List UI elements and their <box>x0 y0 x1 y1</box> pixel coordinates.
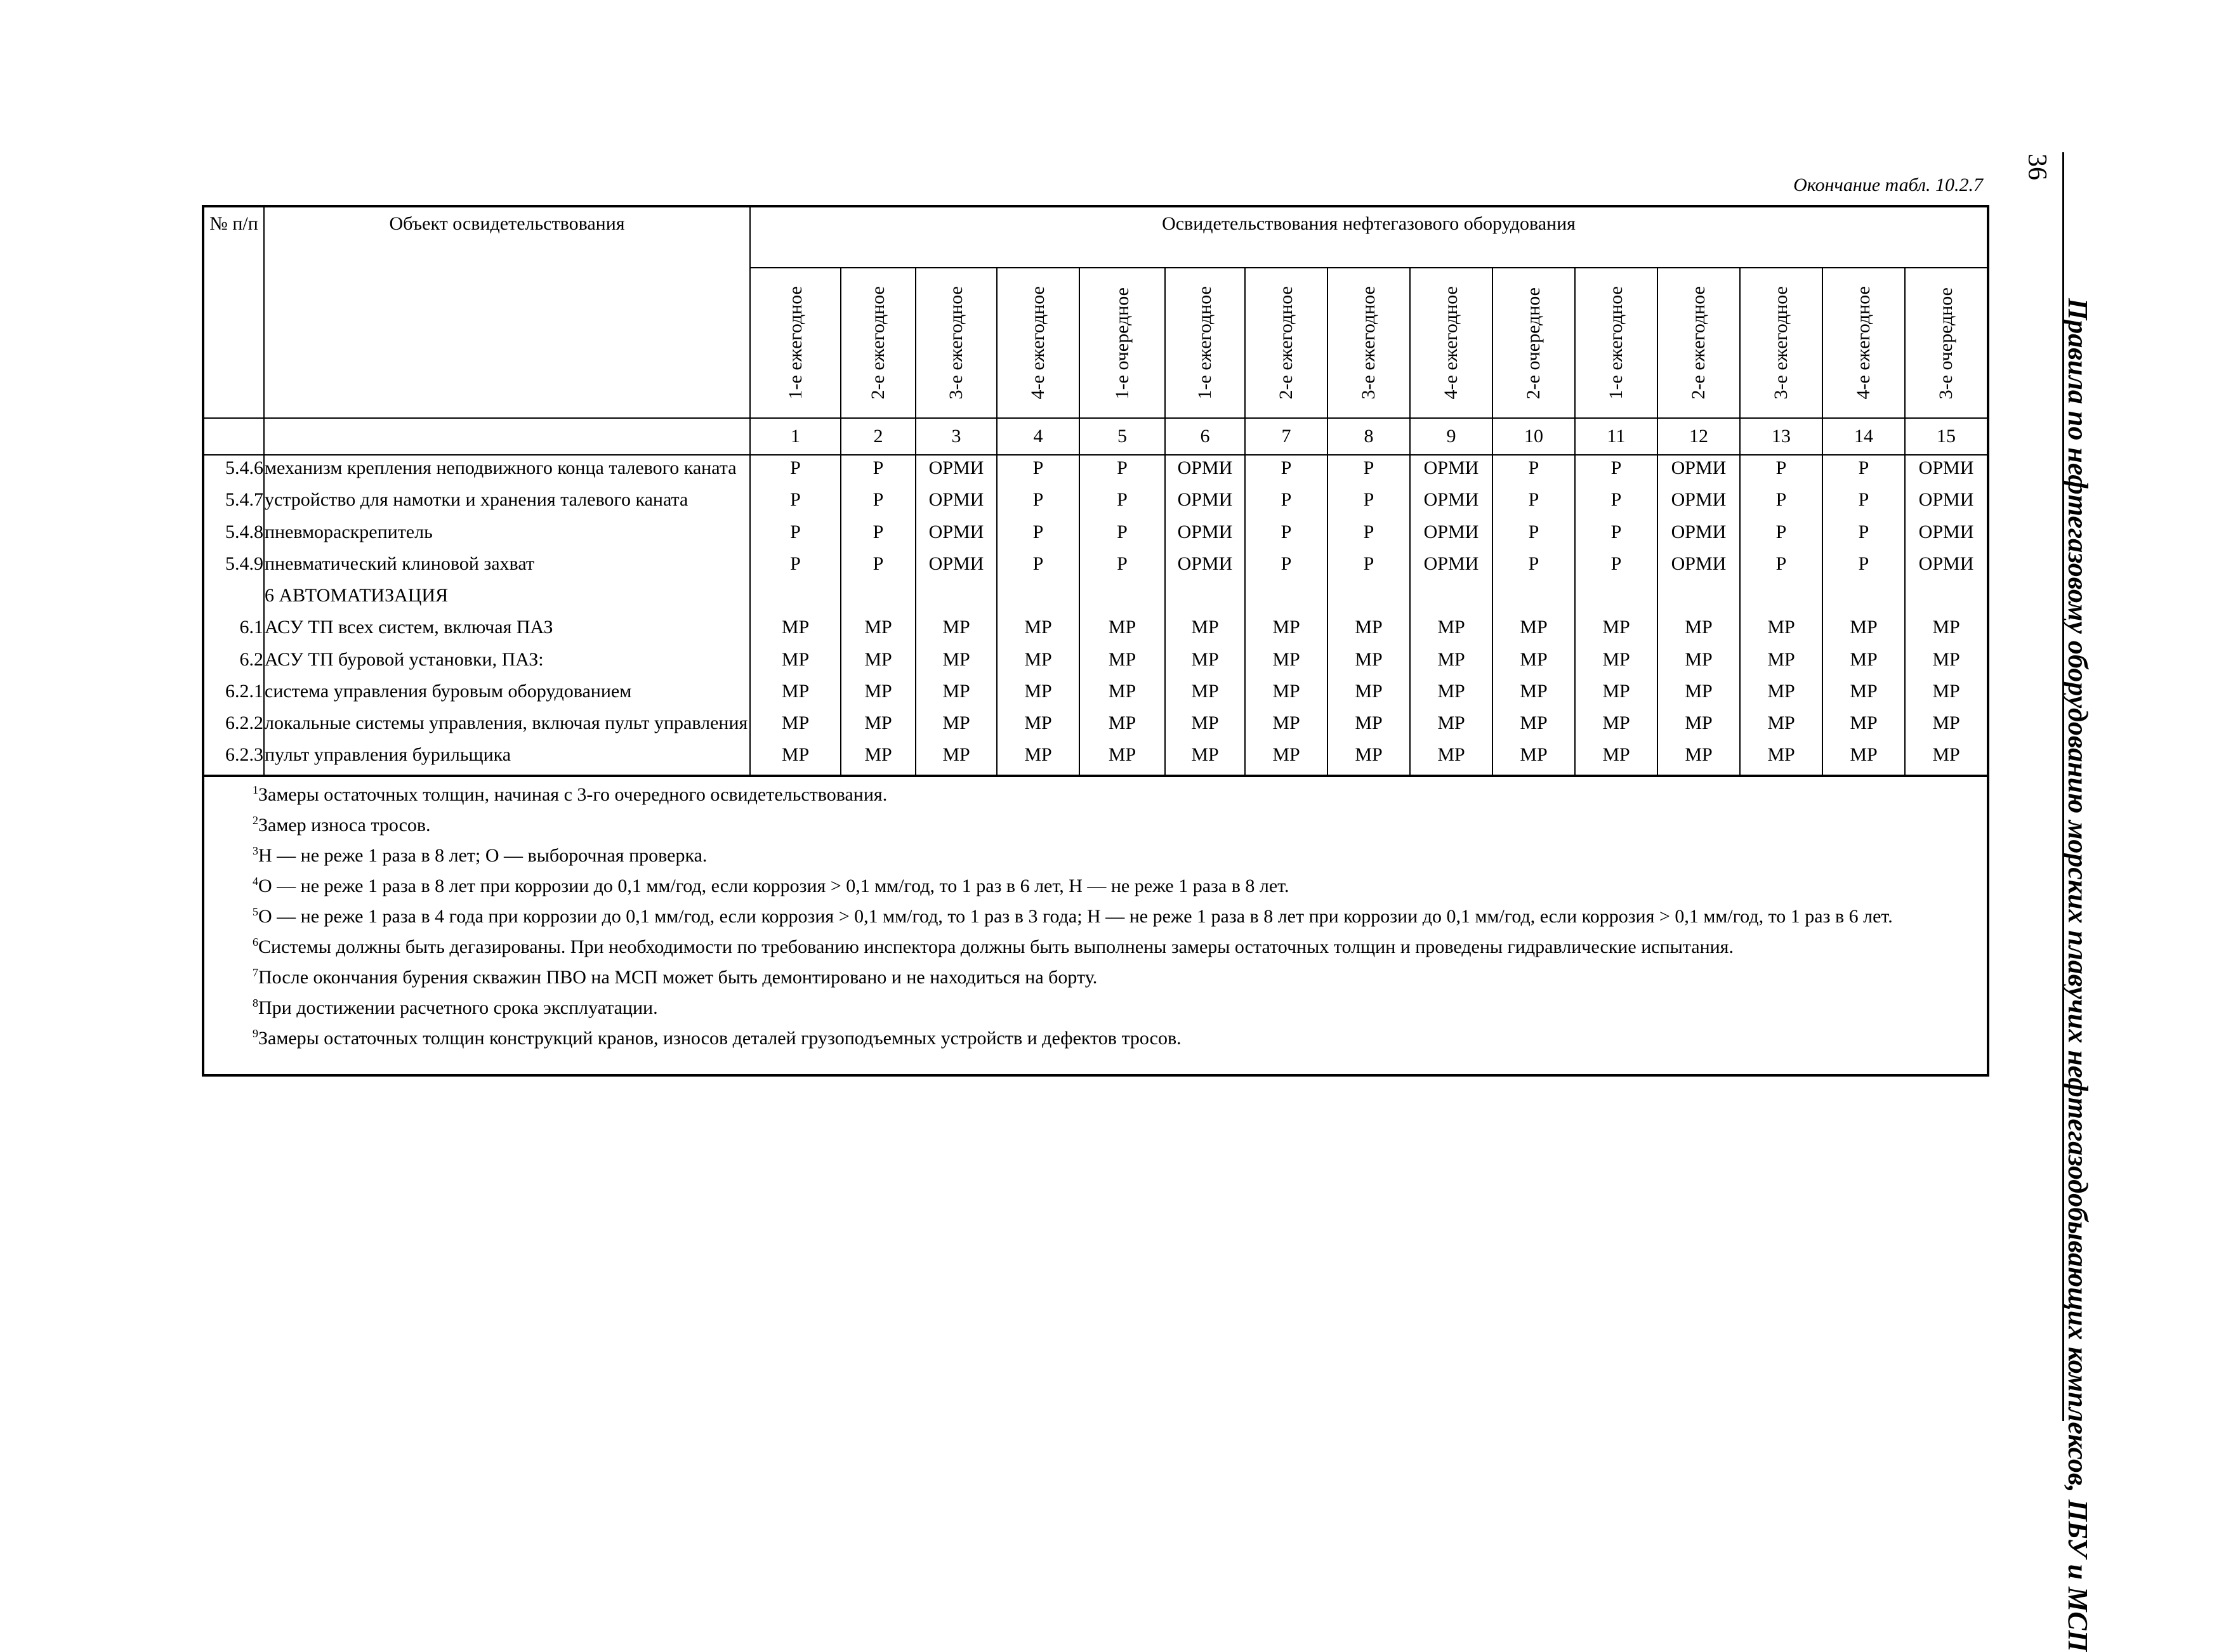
row-number: 6.2.2 <box>203 711 264 742</box>
footnote-mark: 4 <box>253 875 258 888</box>
cell-value <box>1657 583 1740 615</box>
footnote <box>204 899 1987 929</box>
cell-value: Р <box>997 487 1079 519</box>
cell-value: МР <box>1822 615 1905 646</box>
cell-value: Р <box>1079 520 1165 551</box>
cell-value: ОРМИ <box>1410 551 1492 583</box>
cell-value: МР <box>1410 647 1492 679</box>
footnote <box>204 869 1987 899</box>
column-number: 4 <box>997 418 1079 455</box>
cell-value: МР <box>841 742 916 776</box>
cell-value: Р <box>1245 520 1327 551</box>
cell-value: МР <box>1905 615 1988 646</box>
cell-value: Р <box>1245 551 1327 583</box>
cell-value: Р <box>1492 520 1575 551</box>
header-no: № п/п <box>203 206 264 418</box>
footnote <box>204 1021 1987 1051</box>
footnotes <box>203 776 1988 1075</box>
cell-value: МР <box>1079 647 1165 679</box>
cell-value: Р <box>1575 487 1657 519</box>
cell-value: ОРМИ <box>1905 551 1988 583</box>
cell-value: МР <box>1905 679 1988 711</box>
inspection-table <box>202 205 1989 1077</box>
cell-value: МР <box>1079 742 1165 776</box>
cell-value: Р <box>1740 487 1822 519</box>
footnote-mark: 8 <box>253 997 258 1009</box>
cell-value: Р <box>750 551 841 583</box>
cell-value: Р <box>1492 487 1575 519</box>
cell-value: ОРМИ <box>1410 487 1492 519</box>
cell-value <box>1245 583 1327 615</box>
inspection-type-label: 2-е ежегодное <box>867 285 888 399</box>
table-caption: Окончание табл. 10.2.7 <box>1793 174 1983 195</box>
cell-value: ОРМИ <box>1657 551 1740 583</box>
cell-value: Р <box>1822 487 1905 519</box>
inspection-type-label: 2-е ежегодное <box>1275 285 1296 399</box>
cell-value: МР <box>1492 742 1575 776</box>
cell-value: МР <box>1575 679 1657 711</box>
footnote-text: О — не реже 1 раза в 8 лет при коррозии до 0,1 мм/год, если коррозия > 0,1 мм/год, то 1 раз в 6 лет, Н — не реже 1 раза в 8 лет. <box>258 875 1289 896</box>
cell-value: ОРМИ <box>1657 520 1740 551</box>
cell-value: Р <box>1740 455 1822 487</box>
column-number: 5 <box>1079 418 1165 455</box>
column-number: 1 <box>750 418 841 455</box>
inspection-type-label: 3-е очередное <box>1935 287 1957 399</box>
cell-value: МР <box>1410 711 1492 742</box>
cell-value: МР <box>1165 615 1245 646</box>
table-row <box>203 487 1988 519</box>
cell-value: МР <box>841 711 916 742</box>
cell-value: МР <box>1165 742 1245 776</box>
inspection-type-label: 1-е ежегодное <box>784 285 806 399</box>
cell-value: МР <box>1245 615 1327 646</box>
cell-value: МР <box>1822 679 1905 711</box>
footnote-text: Замер износа тросов. <box>258 815 431 836</box>
cell-value: МР <box>1410 679 1492 711</box>
inspection-type-header <box>916 268 997 418</box>
cell-value: МР <box>1657 679 1740 711</box>
inspection-type-header <box>1905 268 1988 418</box>
cell-value: МР <box>1327 647 1410 679</box>
cell-value <box>1575 583 1657 615</box>
cell-value: МР <box>1079 711 1165 742</box>
cell-value <box>1410 583 1492 615</box>
column-number: 14 <box>1822 418 1905 455</box>
footnotes-row <box>203 776 1988 1075</box>
column-number: 3 <box>916 418 997 455</box>
cell-value: МР <box>916 711 997 742</box>
cell-value <box>750 583 841 615</box>
inspection-type-label: 3-е ежегодное <box>1358 285 1379 399</box>
section-row <box>203 583 1988 615</box>
cell-value: Р <box>1575 551 1657 583</box>
cell-value: МР <box>916 615 997 646</box>
inspection-type-label: 3-е ежегодное <box>945 285 966 399</box>
cell-value: МР <box>1575 647 1657 679</box>
cell-value: ОРМИ <box>1165 520 1245 551</box>
cell-value: МР <box>1575 615 1657 646</box>
cell-value: Р <box>1327 520 1410 551</box>
table-row <box>203 742 1988 776</box>
table-row <box>203 520 1988 551</box>
inspection-type-header <box>1492 268 1575 418</box>
header-inspections: Освидетельствования нефтегазового оборудования <box>750 206 1988 268</box>
inspection-type-label: 4-е ежегодное <box>1853 285 1874 399</box>
cell-value: Р <box>750 455 841 487</box>
inspection-type-label: 2-е ежегодное <box>1688 285 1709 399</box>
cell-value <box>1822 583 1905 615</box>
footnote-mark: 2 <box>253 814 258 827</box>
cell-value: Р <box>1740 520 1822 551</box>
column-number: 10 <box>1492 418 1575 455</box>
cell-value: МР <box>1657 711 1740 742</box>
cell-value: ОРМИ <box>1657 487 1740 519</box>
cell-value: МР <box>750 742 841 776</box>
inspection-type-header <box>1165 268 1245 418</box>
footnote-text: Системы должны быть дегазированы. При необходимости по требованию инспектора должны быть выполнены замеры остаточных толщин и проведены гидравлические испытания. <box>258 936 1734 957</box>
footnote-mark: 5 <box>253 905 258 918</box>
cell-value: ОРМИ <box>916 455 997 487</box>
cell-value: МР <box>1410 742 1492 776</box>
cell-value: Р <box>841 520 916 551</box>
cell-value: Р <box>841 551 916 583</box>
cell-value: МР <box>997 742 1079 776</box>
column-number: 12 <box>1657 418 1740 455</box>
inspection-type-label: 4-е ежегодное <box>1440 285 1461 399</box>
cell-value <box>1165 583 1245 615</box>
table-row <box>203 679 1988 711</box>
row-object: АСУ ТП всех систем, включая ПАЗ <box>264 615 750 646</box>
footnote <box>204 929 1987 960</box>
header-object: Объект освидетельствования <box>264 206 750 418</box>
footnote-mark: 1 <box>253 783 258 796</box>
table-row <box>203 551 1988 583</box>
row-object: пневматический клиновой захват <box>264 551 750 583</box>
cell-value: МР <box>1492 615 1575 646</box>
row-number: 6.2.3 <box>203 742 264 776</box>
cell-value: МР <box>1657 615 1740 646</box>
cell-value: ОРМИ <box>1165 455 1245 487</box>
cell-value: МР <box>1575 742 1657 776</box>
cell-value: Р <box>1245 455 1327 487</box>
blank-cell <box>203 418 264 455</box>
cell-value: МР <box>750 647 841 679</box>
row-number <box>203 583 264 615</box>
cell-value: Р <box>1740 551 1822 583</box>
cell-value: ОРМИ <box>1165 487 1245 519</box>
cell-value: Р <box>841 455 916 487</box>
cell-value: Р <box>750 487 841 519</box>
footnote <box>204 777 1987 808</box>
footnote-text: О — не реже 1 раза в 4 года при коррозии до 0,1 мм/год, если коррозия > 0,1 мм/год, то 1 раз в 3 года; Н — не реже 1 раза в 8 лет при коррозии до 0,1 мм/год, если коррозия > 0,1 мм/год, то 1 раз в 6 лет. <box>258 906 1893 927</box>
cell-value: Р <box>1079 455 1165 487</box>
inspection-type-header <box>1410 268 1492 418</box>
row-object: АСУ ТП буровой установки, ПАЗ: <box>264 647 750 679</box>
cell-value: Р <box>1822 455 1905 487</box>
row-number: 5.4.7 <box>203 487 264 519</box>
page-number: 36 <box>2022 154 2051 180</box>
column-number: 13 <box>1740 418 1822 455</box>
cell-value: МР <box>1245 742 1327 776</box>
cell-value: МР <box>1740 615 1822 646</box>
column-number: 8 <box>1327 418 1410 455</box>
column-numbers-row <box>203 418 1988 455</box>
inspection-type-label: 1-е ежегодное <box>1605 285 1626 399</box>
inspection-type-header <box>1822 268 1905 418</box>
cell-value: МР <box>1165 647 1245 679</box>
cell-value: МР <box>1492 647 1575 679</box>
cell-value: Р <box>1492 455 1575 487</box>
inspection-type-header <box>841 268 916 418</box>
cell-value: Р <box>1327 551 1410 583</box>
cell-value: МР <box>841 679 916 711</box>
cell-value: Р <box>750 520 841 551</box>
row-number: 5.4.9 <box>203 551 264 583</box>
cell-value: МР <box>750 679 841 711</box>
footnote <box>204 960 1987 990</box>
cell-value <box>1905 583 1988 615</box>
row-object: пульт управления бурильщика <box>264 742 750 776</box>
row-object: локальные системы управления, включая пульт управления <box>264 711 750 742</box>
cell-value: МР <box>1245 647 1327 679</box>
column-number: 11 <box>1575 418 1657 455</box>
row-object: механизм крепления неподвижного конца талевого каната <box>264 455 750 487</box>
footnote-mark: 7 <box>253 966 258 979</box>
footnote-mark: 6 <box>253 936 258 948</box>
footnote-text: После окончания бурения скважин ПВО на МСП может быть демонтировано и не находиться на борту. <box>258 967 1098 988</box>
cell-value <box>997 583 1079 615</box>
blank-cell <box>264 418 750 455</box>
cell-value: Р <box>1079 487 1165 519</box>
cell-value: ОРМИ <box>1905 487 1988 519</box>
cell-value: МР <box>997 711 1079 742</box>
footnote-text: Замеры остаточных толщин, начиная с 3-го очередного освидетельствования. <box>258 784 888 805</box>
cell-value: ОРМИ <box>1905 520 1988 551</box>
cell-value <box>1079 583 1165 615</box>
inspection-type-label: 3-е ежегодное <box>1770 285 1791 399</box>
cell-value: ОРМИ <box>1410 455 1492 487</box>
cell-value: МР <box>1079 679 1165 711</box>
cell-value: Р <box>1079 551 1165 583</box>
row-object: пневмораскрепитель <box>264 520 750 551</box>
inspection-type-header <box>1657 268 1740 418</box>
row-number: 6.1 <box>203 615 264 646</box>
cell-value: МР <box>997 679 1079 711</box>
cell-value: МР <box>1165 679 1245 711</box>
cell-value: МР <box>1245 679 1327 711</box>
cell-value: ОРМИ <box>916 520 997 551</box>
cell-value: МР <box>1740 679 1822 711</box>
cell-value: Р <box>1822 520 1905 551</box>
row-object: система управления буровым оборудованием <box>264 679 750 711</box>
cell-value: МР <box>1165 711 1245 742</box>
column-number: 15 <box>1905 418 1988 455</box>
cell-value: МР <box>841 647 916 679</box>
inspection-type-label: 1-е ежегодное <box>1194 285 1215 399</box>
inspection-type-header <box>1740 268 1822 418</box>
cell-value: МР <box>1740 647 1822 679</box>
table-row <box>203 647 1988 679</box>
cell-value: МР <box>1079 615 1165 646</box>
footnote <box>204 838 1987 869</box>
inspection-type-header <box>1245 268 1327 418</box>
cell-value: Р <box>1492 551 1575 583</box>
inspection-type-label: 1-е очередное <box>1111 287 1133 399</box>
cell-value: Р <box>1327 487 1410 519</box>
running-title: Правила по нефтегазовому оборудованию морских плавучих нефтегазодобывающих комплексов, ПБУ и МСП <box>2062 298 2093 1652</box>
column-number: 6 <box>1165 418 1245 455</box>
cell-value: ОРМИ <box>1657 455 1740 487</box>
cell-value: МР <box>997 647 1079 679</box>
inspection-type-label: 4-е ежегодное <box>1027 285 1048 399</box>
cell-value: МР <box>1657 742 1740 776</box>
cell-value: Р <box>997 551 1079 583</box>
footnote-text: Замеры остаточных толщин конструкций кранов, износов деталей грузоподъемных устройств и дефектов тросов. <box>258 1028 1182 1049</box>
row-number: 5.4.8 <box>203 520 264 551</box>
cell-value: МР <box>1492 711 1575 742</box>
cell-value <box>1492 583 1575 615</box>
cell-value <box>841 583 916 615</box>
cell-value: Р <box>1245 487 1327 519</box>
cell-value: МР <box>1327 711 1410 742</box>
row-number: 5.4.6 <box>203 455 264 487</box>
cell-value: Р <box>1822 551 1905 583</box>
cell-value: МР <box>1822 647 1905 679</box>
cell-value: МР <box>1657 647 1740 679</box>
cell-value: ОРМИ <box>916 551 997 583</box>
footnote-mark: 9 <box>253 1027 258 1040</box>
cell-value: МР <box>1740 711 1822 742</box>
cell-value: МР <box>1905 647 1988 679</box>
cell-value: ОРМИ <box>1165 551 1245 583</box>
cell-value: ОРМИ <box>1905 455 1988 487</box>
footnote <box>204 990 1987 1021</box>
inspection-type-header <box>1327 268 1410 418</box>
cell-value: ОРМИ <box>1410 520 1492 551</box>
section-title: 6 АВТОМАТИЗАЦИЯ <box>264 583 750 615</box>
inspection-type-header <box>750 268 841 418</box>
row-object: устройство для намотки и хранения талевого каната <box>264 487 750 519</box>
cell-value: ОРМИ <box>916 487 997 519</box>
cell-value: Р <box>1327 455 1410 487</box>
inspection-type-header <box>997 268 1079 418</box>
cell-value: МР <box>1327 742 1410 776</box>
cell-value: МР <box>1822 711 1905 742</box>
column-number: 7 <box>1245 418 1327 455</box>
cell-value: МР <box>916 679 997 711</box>
inspection-type-header <box>1079 268 1165 418</box>
footnote-mark: 3 <box>253 844 258 857</box>
cell-value: МР <box>750 615 841 646</box>
cell-value <box>1740 583 1822 615</box>
footnote <box>204 808 1987 838</box>
cell-value: МР <box>1575 711 1657 742</box>
cell-value: МР <box>841 615 916 646</box>
cell-value: Р <box>997 520 1079 551</box>
cell-value: МР <box>1410 615 1492 646</box>
cell-value: Р <box>997 455 1079 487</box>
cell-value <box>1327 583 1410 615</box>
cell-value: МР <box>1905 742 1988 776</box>
cell-value: МР <box>1822 742 1905 776</box>
cell-value: Р <box>1575 520 1657 551</box>
cell-value: Р <box>1575 455 1657 487</box>
cell-value: МР <box>1492 679 1575 711</box>
table-row <box>203 455 1988 487</box>
footnote-text: Н — не реже 1 раза в 8 лет; О — выборочная проверка. <box>258 845 708 866</box>
table-row <box>203 711 1988 742</box>
row-number: 6.2.1 <box>203 679 264 711</box>
cell-value: МР <box>1905 711 1988 742</box>
column-number: 9 <box>1410 418 1492 455</box>
table-row <box>203 615 1988 646</box>
footnote-text: При достижении расчетного срока эксплуатации. <box>258 997 658 1018</box>
inspection-type-header <box>1575 268 1657 418</box>
cell-value: МР <box>1327 615 1410 646</box>
cell-value: МР <box>916 647 997 679</box>
cell-value: МР <box>1245 711 1327 742</box>
cell-value: МР <box>916 742 997 776</box>
cell-value: МР <box>1740 742 1822 776</box>
cell-value: МР <box>997 615 1079 646</box>
column-number: 2 <box>841 418 916 455</box>
cell-value <box>916 583 997 615</box>
row-number: 6.2 <box>203 647 264 679</box>
inspection-type-label: 2-е очередное <box>1523 287 1544 399</box>
cell-value: МР <box>1327 679 1410 711</box>
cell-value: Р <box>841 487 916 519</box>
cell-value: МР <box>750 711 841 742</box>
